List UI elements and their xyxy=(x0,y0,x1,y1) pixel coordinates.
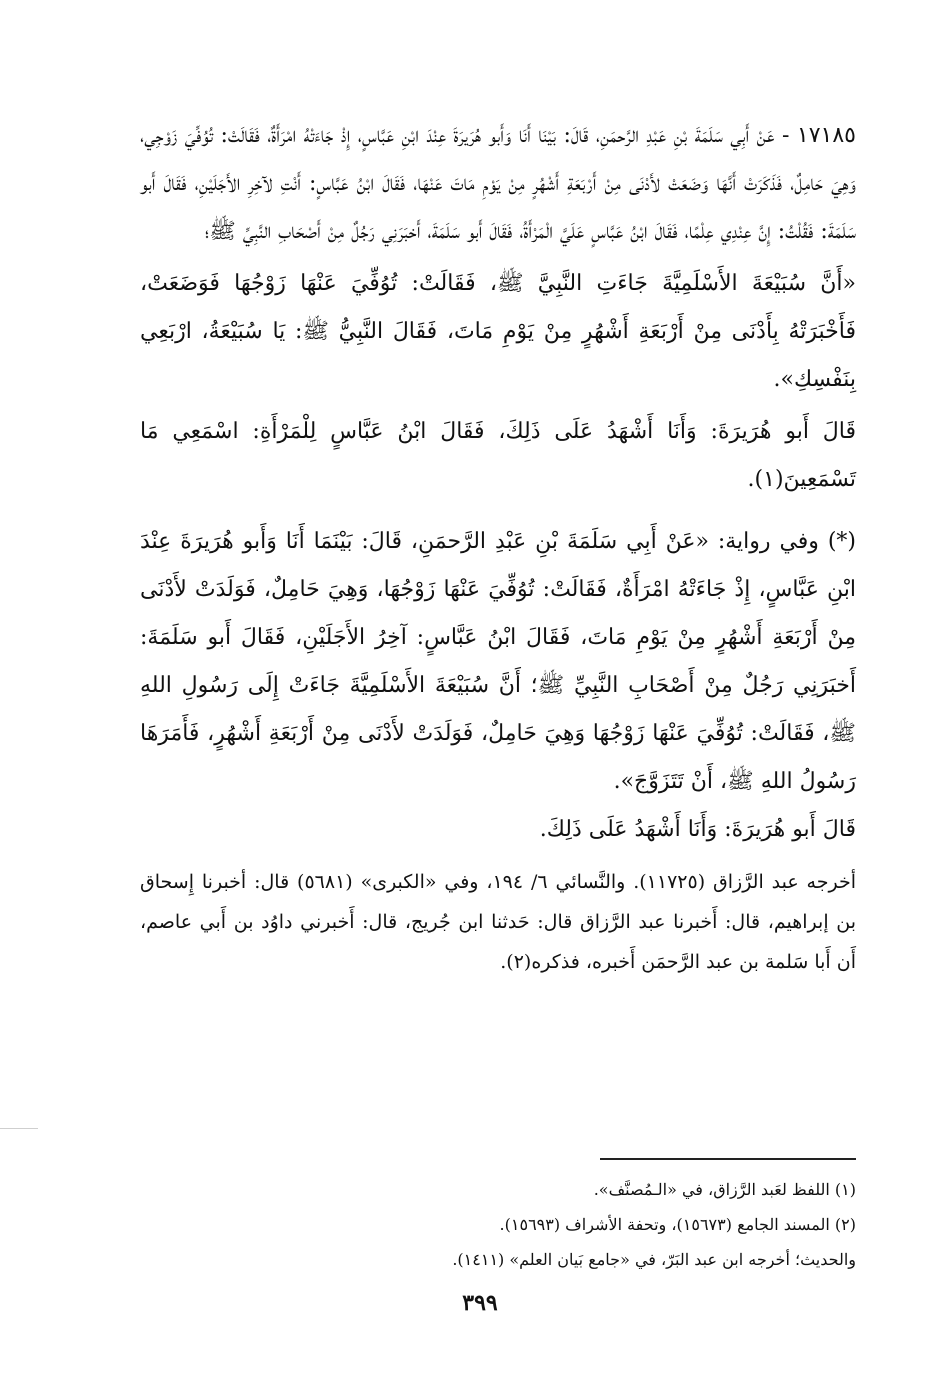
abu-hurayra-paragraph: قَالَ أَبو هُرَيرَةَ: وَأَنَا أَشْهَدُ عَلَى ذَلِكَ، فَقَالَ ابْنُ عَبَّاسٍ لِلْمَرْأَةِ: اسْمَعِي مَا تَسْمَعِينَ(١). xyxy=(140,419,856,492)
footnotes xyxy=(300,1172,856,1277)
footnote-divider xyxy=(600,1158,856,1160)
footnote-2-continuation: والحديث؛ أخرجه ابن عبد البَرّ، في «جامع بَيان العلم» (١٤١١). xyxy=(452,1250,856,1269)
takhrij-paragraph: أخرجه عبد الرَّزاق (١١٧٢٥). والنَّسائي ٦/ ١٩٤، وفي «الكبرى» (٥٦٨١) قال: أخبرنا إِسحاق بن إبراهيم، قال: أَخبرنا عبد الرَّزاق قال: حَدثنا ابن جُريج، قال: أَخبرني داوُد بن أَبي عاصم، أَن أَبا سَلمة بن عبد الرَّحمَن أَخبره، فذكره(٢). xyxy=(140,871,856,973)
quote-paragraph: «أَنَّ سُبَيْعَةَ الأَسْلَمِيَّةَ جَاءَتِ النَّبِيَّ ﷺ، فَقَالَتْ: تُوُفِّيَ عَنْهَا زَوْجُهَا فَوَضَعَتْ، فَأَخْبَرَتْهُ بِأَدْنَى مِنْ أَرْبَعَةِ أَشْهُرٍ مِنْ يَوْمِ مَاتَ، فَقَالَ النَّبِيُّ ﷺ: يَا سُبَيْعَةُ، ارْبَعِي بِنَفْسِكِ». xyxy=(140,271,856,392)
closing-line: قَالَ أَبو هُرَيرَةَ: وَأَنَا أَشْهَدُ عَلَى ذَلِكَ. xyxy=(539,817,856,842)
page-number: ٣٩٩ xyxy=(462,1290,498,1316)
margin-mark xyxy=(0,1128,38,1129)
footnote-2: (٢) المسند الجامع (١٥٦٧٣)، وتحفة الأشراف (١٥٦٩٣). xyxy=(499,1215,856,1234)
riwaya-paragraph: (*) وفي رواية: «عَنْ أَبِي سَلَمَةَ بْنِ عَبْدِ الرَّحمَنِ، قَالَ: بَيْنَمَا أَنَا وَأَبو هُرَيرَةَ عِنْدَ ابْنِ عَبَّاسٍ، إِذْ جَاءَتْهُ امْرَأَةٌ، فَقَالَتْ: تُوُفِّيَ عَنْهَا زَوْجُهَا، وَهِيَ حَامِلٌ، فَوَلَدَتْ لأَدْنَى مِنْ أَرْبَعَةِ أَشْهُرٍ مِنْ يَوْمِ مَاتَ، فَقَالَ ابْنُ عَبَّاسٍ: آخِرُ الأَجَلَيْنِ، فَقَالَ أَبو سَلَمَةَ: أَخبَرَنِي رَجُلٌ مِنْ أَصْحَابِ النَّبِيِّ ﷺ؛ أَنَّ سُبَيْعَةَ الأَسْلَمِيَّةَ جَاءَتْ إِلَى رَسُولِ اللهِ ﷺ، فَقَالَتْ: تُوُفِّيَ عَنْهَا زَوْجُهَا وَهِيَ حَامِلٌ، فَوَلَدَتْ لأَدْنَى مِنْ أَرْبَعَةِ أَشْهُرٍ، فَأَمَرَهَا رَسُولُ اللهِ ﷺ، أَنْ تَتَزَوَّجَ». xyxy=(140,529,856,794)
footnote-1: (١) اللفظ لعَبد الرَّزاق، في «الـمُصنَّف». xyxy=(593,1180,856,1199)
hadith-paragraph: ١٧١٨٥ - عَنْ أَبِي سَلَمَةَ بْنِ عَبْدِ الرَّحمَنِ، قَالَ: بَيْنَا أَنَا وَأَبو هُرَيرَةَ عِنْدَ ابْنِ عَبَّاسٍ، إِذْ جَاءَتْهُ امْرَأَةٌ، فَقَالَتْ: تُوُفِّيَ زَوْجِي، وَهِيَ حَامِلٌ، فَذَكَرَتْ أَنَّهَا وَضَعَتْ لأَدْنَى مِنْ أَرْبَعَةِ أَشْهُرٍ مِنْ يَوْمِ مَاتَ عَنْهَا، فَقَالَ ابْنُ عَبَّاسٍ: أَنْتِ لآخِرِ الأَجَلَيْنِ، فَقَالَ أَبو سَلَمَةَ: فَقُلْتُ: إِنَّ عِنْدِي عِلْمًا، فَقَالَ ابْنُ عَبَّاسٍ عَلَيَّ الْمَرْأَةُ، فَقَالَ أَبو سَلَمَةَ، أَخبَرَنِي رَجُلٌ مِنْ أَصْحَابِ النَّبِيِّ ﷺ؛ xyxy=(140,123,856,244)
main-text xyxy=(140,112,856,982)
